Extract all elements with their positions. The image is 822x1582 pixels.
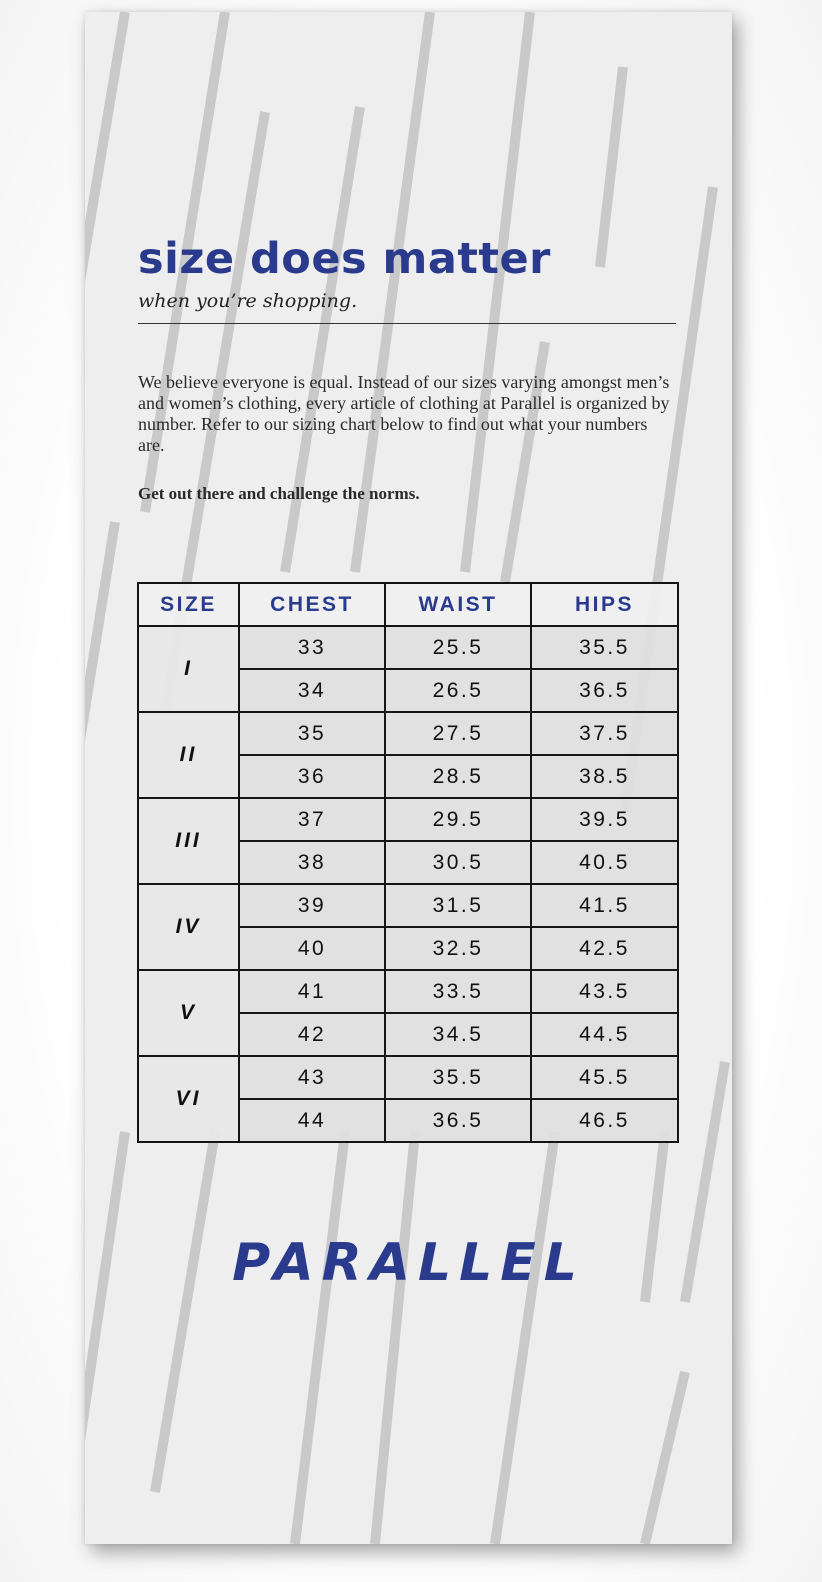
waist-value: 31.5 [385,884,531,927]
column-header-hips: HIPS [531,583,678,626]
hips-value: 45.5 [531,1056,678,1099]
hips-value: 36.5 [531,669,678,712]
size-chart-table [137,582,679,1143]
size-label: III [138,798,239,884]
waist-value: 33.5 [385,970,531,1013]
waist-value: 28.5 [385,755,531,798]
table-row [138,1056,678,1099]
chest-value: 38 [239,841,385,884]
size-label: I [138,626,239,712]
hips-value: 39.5 [531,798,678,841]
hips-value: 46.5 [531,1099,678,1142]
call-to-action-text: Get out there and challenge the norms. [138,484,420,503]
chest-value: 42 [239,1013,385,1056]
table-row [138,712,678,755]
table-row [138,626,678,669]
waist-value: 32.5 [385,927,531,970]
size-chart-header-row [138,583,678,626]
chest-value: 43 [239,1056,385,1099]
hips-value: 42.5 [531,927,678,970]
hips-value: 44.5 [531,1013,678,1056]
waist-value: 35.5 [385,1056,531,1099]
size-label: V [138,970,239,1056]
table-row [138,884,678,927]
chest-value: 33 [239,626,385,669]
column-header-size: SIZE [138,583,239,626]
page-title: size does matter [138,234,551,284]
column-header-chest: CHEST [239,583,385,626]
hips-value: 37.5 [531,712,678,755]
hips-value: 40.5 [531,841,678,884]
title-divider [138,323,676,324]
size-label: VI [138,1056,239,1142]
waist-value: 34.5 [385,1013,531,1056]
hips-value: 43.5 [531,970,678,1013]
intro-paragraph: We believe everyone is equal. Instead of our sizes varying amongst men’s and women’s clothing, every article of clothing at Parallel is organized by number. Refer to our sizing chart below to find out what your numbers are. [138,372,670,455]
waist-value: 26.5 [385,669,531,712]
chest-value: 35 [239,712,385,755]
page-subtitle: when you’re shopping. [138,290,358,312]
waist-value: 29.5 [385,798,531,841]
waist-value: 27.5 [385,712,531,755]
hips-value: 38.5 [531,755,678,798]
size-label: IV [138,884,239,970]
waist-value: 25.5 [385,626,531,669]
table-row [138,798,678,841]
hips-value: 41.5 [531,884,678,927]
chest-value: 34 [239,669,385,712]
chest-value: 39 [239,884,385,927]
parallel-logo: PARALLEL [232,1233,585,1293]
hips-value: 35.5 [531,626,678,669]
chest-value: 41 [239,970,385,1013]
chest-value: 36 [239,755,385,798]
chest-value: 44 [239,1099,385,1142]
waist-value: 30.5 [385,841,531,884]
table-row [138,970,678,1013]
size-guide-card [85,12,732,1544]
size-label: II [138,712,239,798]
chest-value: 37 [239,798,385,841]
column-header-waist: WAIST [385,583,531,626]
waist-value: 36.5 [385,1099,531,1142]
chest-value: 40 [239,927,385,970]
